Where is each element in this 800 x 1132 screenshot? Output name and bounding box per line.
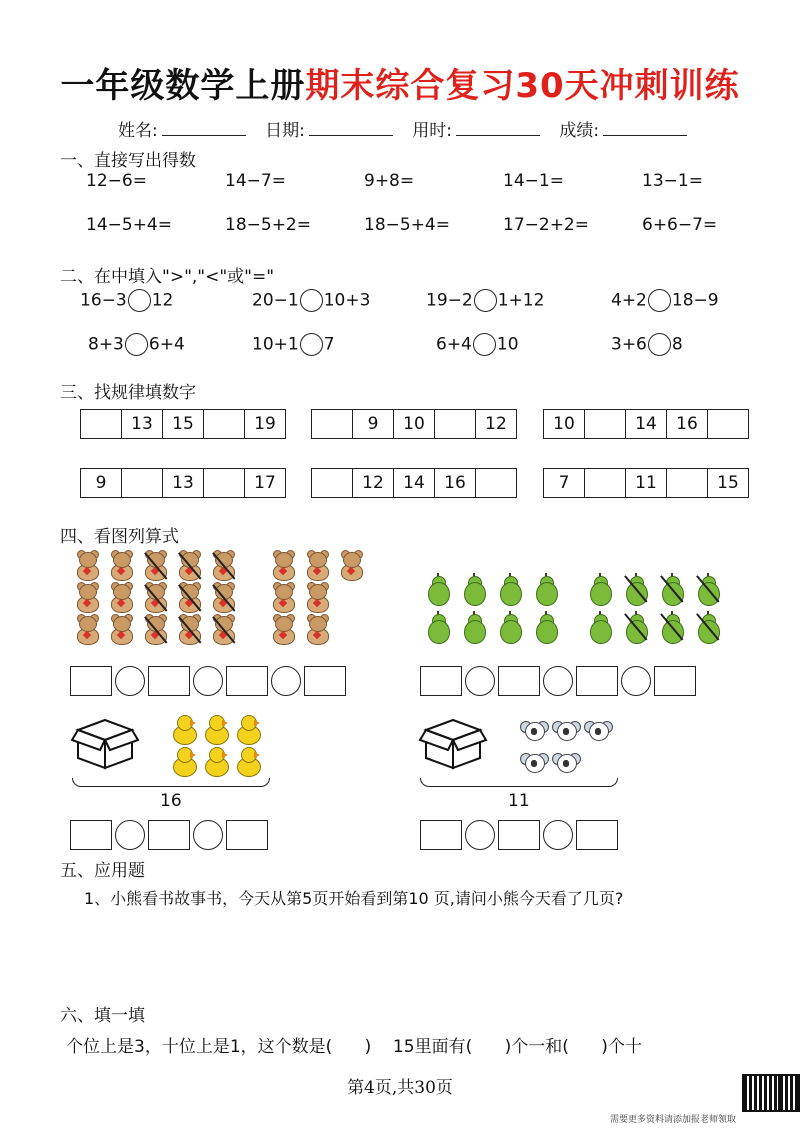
compare-circle[interactable]	[648, 333, 671, 356]
koala-icon	[520, 751, 548, 775]
seq-cell: 14	[394, 469, 435, 497]
equation: 14−7=	[225, 171, 286, 191]
answer-box[interactable]	[420, 820, 462, 850]
operator-circle[interactable]	[193, 666, 223, 696]
answer-box[interactable]	[148, 820, 190, 850]
qr-code-icon	[742, 1074, 780, 1112]
seq-cell: 14	[626, 410, 667, 438]
time-label: 用时:	[412, 121, 453, 141]
pear-icon	[425, 573, 451, 605]
compare-circle[interactable]	[125, 333, 148, 356]
seq-cell[interactable]	[585, 410, 626, 438]
equation: 18−5+4=	[364, 215, 450, 235]
compare-item: 6+4 10	[436, 334, 519, 355]
page-number: 第4页,共30页	[347, 1078, 453, 1098]
title-black: 一年级数学上册	[60, 66, 306, 106]
koala-icon	[520, 719, 548, 743]
bear-icon	[107, 552, 135, 580]
chick-icon	[203, 747, 229, 777]
equation: 14−5+4=	[86, 215, 172, 235]
section5-heading: 五、应用题	[60, 861, 145, 881]
seq-cell: 7	[544, 469, 585, 497]
seq-cell: 15	[717, 473, 739, 493]
pear-icon	[533, 611, 559, 643]
pear-icon	[659, 611, 685, 643]
bear-icon	[175, 616, 203, 644]
koala-icon	[552, 719, 580, 743]
section1-heading: 一、直接写出得数	[60, 151, 196, 171]
compare-item: 8+3 6+4	[88, 334, 185, 355]
koala-group	[518, 718, 618, 776]
score-label: 成绩:	[559, 121, 600, 141]
equation: 18−5+2=	[225, 215, 311, 235]
answer-row	[70, 820, 268, 850]
pear-icon	[659, 573, 685, 605]
compare-item: 16−3 12	[80, 290, 174, 311]
bear-group-left	[70, 550, 245, 646]
pear-group-right	[582, 570, 732, 646]
fill-blank-line: 个位上是3，十位上是1，这个数是( ) 15里面有( )个一和( )个十	[66, 1037, 642, 1057]
box-icon	[70, 712, 140, 772]
bear-icon	[175, 584, 203, 612]
pear-icon	[497, 573, 523, 605]
seq-cell[interactable]	[312, 469, 353, 497]
bear-icon	[269, 616, 297, 644]
pear-icon	[623, 573, 649, 605]
seq-cell: 17	[254, 473, 276, 493]
pear-icon	[461, 573, 487, 605]
compare-circle[interactable]	[473, 333, 496, 356]
bear-icon	[269, 552, 297, 580]
operator-circle[interactable]	[543, 666, 573, 696]
bear-icon	[303, 552, 331, 580]
qr-code-icon	[778, 1074, 800, 1112]
bear-icon	[303, 616, 331, 644]
answer-box[interactable]	[70, 820, 112, 850]
bear-icon	[209, 616, 237, 644]
score-field[interactable]	[603, 121, 687, 136]
seq-cell[interactable]	[204, 469, 245, 497]
operator-circle[interactable]	[193, 820, 223, 850]
pear-icon	[623, 611, 649, 643]
operator-circle[interactable]	[465, 820, 495, 850]
bear-icon	[209, 552, 237, 580]
seq-cell: 12	[353, 469, 394, 497]
sequence-box	[311, 468, 517, 498]
compare-item: 20−1 10+3	[252, 290, 371, 311]
section4-heading: 四、看图列算式	[60, 527, 179, 547]
equation: 6+6−7=	[642, 215, 718, 235]
answer-box[interactable]	[226, 820, 268, 850]
chick-icon	[203, 715, 229, 745]
chick-icon	[171, 715, 197, 745]
answer-row	[70, 666, 346, 696]
koala-icon	[584, 719, 612, 743]
seq-cell: 19	[254, 414, 276, 434]
answer-box[interactable]	[498, 666, 540, 696]
bear-icon	[107, 616, 135, 644]
section3-heading: 三、找规律填数字	[60, 383, 196, 403]
bear-icon	[141, 584, 169, 612]
operator-circle[interactable]	[115, 820, 145, 850]
bear-icon	[141, 616, 169, 644]
equation: 9+8=	[364, 171, 415, 191]
compare-circle[interactable]	[300, 289, 323, 312]
box-icon	[418, 712, 488, 772]
answer-box[interactable]	[226, 666, 268, 696]
pear-icon	[695, 611, 721, 643]
bear-icon	[303, 584, 331, 612]
seq-cell: 11	[626, 469, 667, 497]
compare-circle[interactable]	[128, 289, 151, 312]
equation: 12−6=	[86, 171, 147, 191]
chick-icon	[235, 715, 261, 745]
title-red: 期末综合复习30天冲刺训练	[305, 66, 740, 106]
seq-cell[interactable]	[476, 469, 516, 497]
seq-cell[interactable]	[81, 410, 122, 438]
page-title	[0, 58, 800, 107]
chick-icon	[171, 747, 197, 777]
sequence-box	[80, 468, 286, 498]
bear-icon	[269, 584, 297, 612]
bear-icon	[73, 616, 101, 644]
pear-icon	[425, 611, 451, 643]
compare-circle[interactable]	[474, 289, 497, 312]
compare-circle[interactable]	[648, 289, 671, 312]
pear-icon	[587, 611, 613, 643]
seq-cell[interactable]	[204, 410, 245, 438]
operator-circle[interactable]	[465, 666, 495, 696]
brace	[420, 778, 618, 787]
bear-icon	[73, 584, 101, 612]
student-info	[118, 116, 701, 141]
name-field[interactable]	[162, 121, 246, 136]
answer-box[interactable]	[576, 666, 618, 696]
sequence-box	[80, 409, 286, 439]
time-field[interactable]	[456, 121, 540, 136]
total-label: 16	[160, 791, 182, 811]
seq-cell[interactable]	[585, 469, 626, 497]
seq-cell: 10	[394, 410, 435, 438]
equation: 13−1=	[642, 171, 703, 191]
total-label: 11	[508, 791, 530, 811]
section6-heading: 六、填一填	[60, 1006, 145, 1026]
compare-circle[interactable]	[300, 333, 323, 356]
date-field[interactable]	[309, 121, 393, 136]
answer-box[interactable]	[420, 666, 462, 696]
answer-box[interactable]	[148, 666, 190, 696]
sequence-box	[543, 409, 749, 439]
bear-group-right	[266, 550, 376, 646]
seq-cell: 9	[353, 410, 394, 438]
seq-cell: 13	[163, 469, 204, 497]
operator-circle[interactable]	[271, 666, 301, 696]
bear-icon	[209, 584, 237, 612]
chick-icon	[235, 747, 261, 777]
seq-cell: 16	[435, 469, 476, 497]
pear-icon	[461, 611, 487, 643]
bear-icon	[141, 552, 169, 580]
seq-cell: 9	[81, 469, 122, 497]
operator-circle[interactable]	[621, 666, 651, 696]
section2-heading: 二、在中填入">","<"或"="	[60, 267, 275, 287]
answer-box[interactable]	[498, 820, 540, 850]
sequence-box	[543, 468, 749, 498]
operator-circle[interactable]	[115, 666, 145, 696]
equation: 14−1=	[503, 171, 564, 191]
pear-icon	[695, 573, 721, 605]
brace	[72, 778, 270, 787]
compare-item: 10+1 7	[252, 334, 335, 355]
name-label: 姓名:	[118, 121, 158, 141]
pear-icon	[533, 573, 559, 605]
date-label: 日期:	[265, 121, 305, 141]
answer-box[interactable]	[70, 666, 112, 696]
bear-icon	[337, 552, 365, 580]
seq-cell[interactable]	[312, 410, 353, 438]
bear-icon	[73, 552, 101, 580]
chick-group	[168, 714, 272, 778]
equation: 17−2+2=	[503, 215, 589, 235]
seq-cell: 16	[667, 410, 708, 438]
seq-cell[interactable]	[667, 469, 708, 497]
answer-box[interactable]	[576, 820, 618, 850]
sequence-box	[311, 409, 517, 439]
footer-note: 需要更多资料请添加报老师领取	[609, 1115, 736, 1125]
answer-row	[420, 666, 696, 696]
pear-icon	[497, 611, 523, 643]
compare-item: 4+2 18−9	[611, 290, 719, 311]
word-problem: 1、小熊看书故事书，今天从第5页开始看到第10 页,请问小熊今天看了几页?	[84, 889, 624, 908]
pear-group-left	[420, 570, 570, 646]
seq-cell: 10	[544, 410, 585, 438]
answer-box[interactable]	[654, 666, 696, 696]
seq-cell: 12	[485, 414, 507, 434]
seq-cell: 15	[163, 410, 204, 438]
compare-item: 19−2 1+12	[426, 290, 545, 311]
seq-cell[interactable]	[708, 410, 748, 438]
seq-cell: 13	[122, 410, 163, 438]
koala-icon	[552, 751, 580, 775]
bear-icon	[175, 552, 203, 580]
seq-cell[interactable]	[122, 469, 163, 497]
bear-icon	[107, 584, 135, 612]
answer-box[interactable]	[304, 666, 346, 696]
answer-row	[420, 820, 618, 850]
operator-circle[interactable]	[543, 820, 573, 850]
compare-item: 3+6 8	[611, 334, 683, 355]
pear-icon	[587, 573, 613, 605]
seq-cell[interactable]	[435, 410, 476, 438]
